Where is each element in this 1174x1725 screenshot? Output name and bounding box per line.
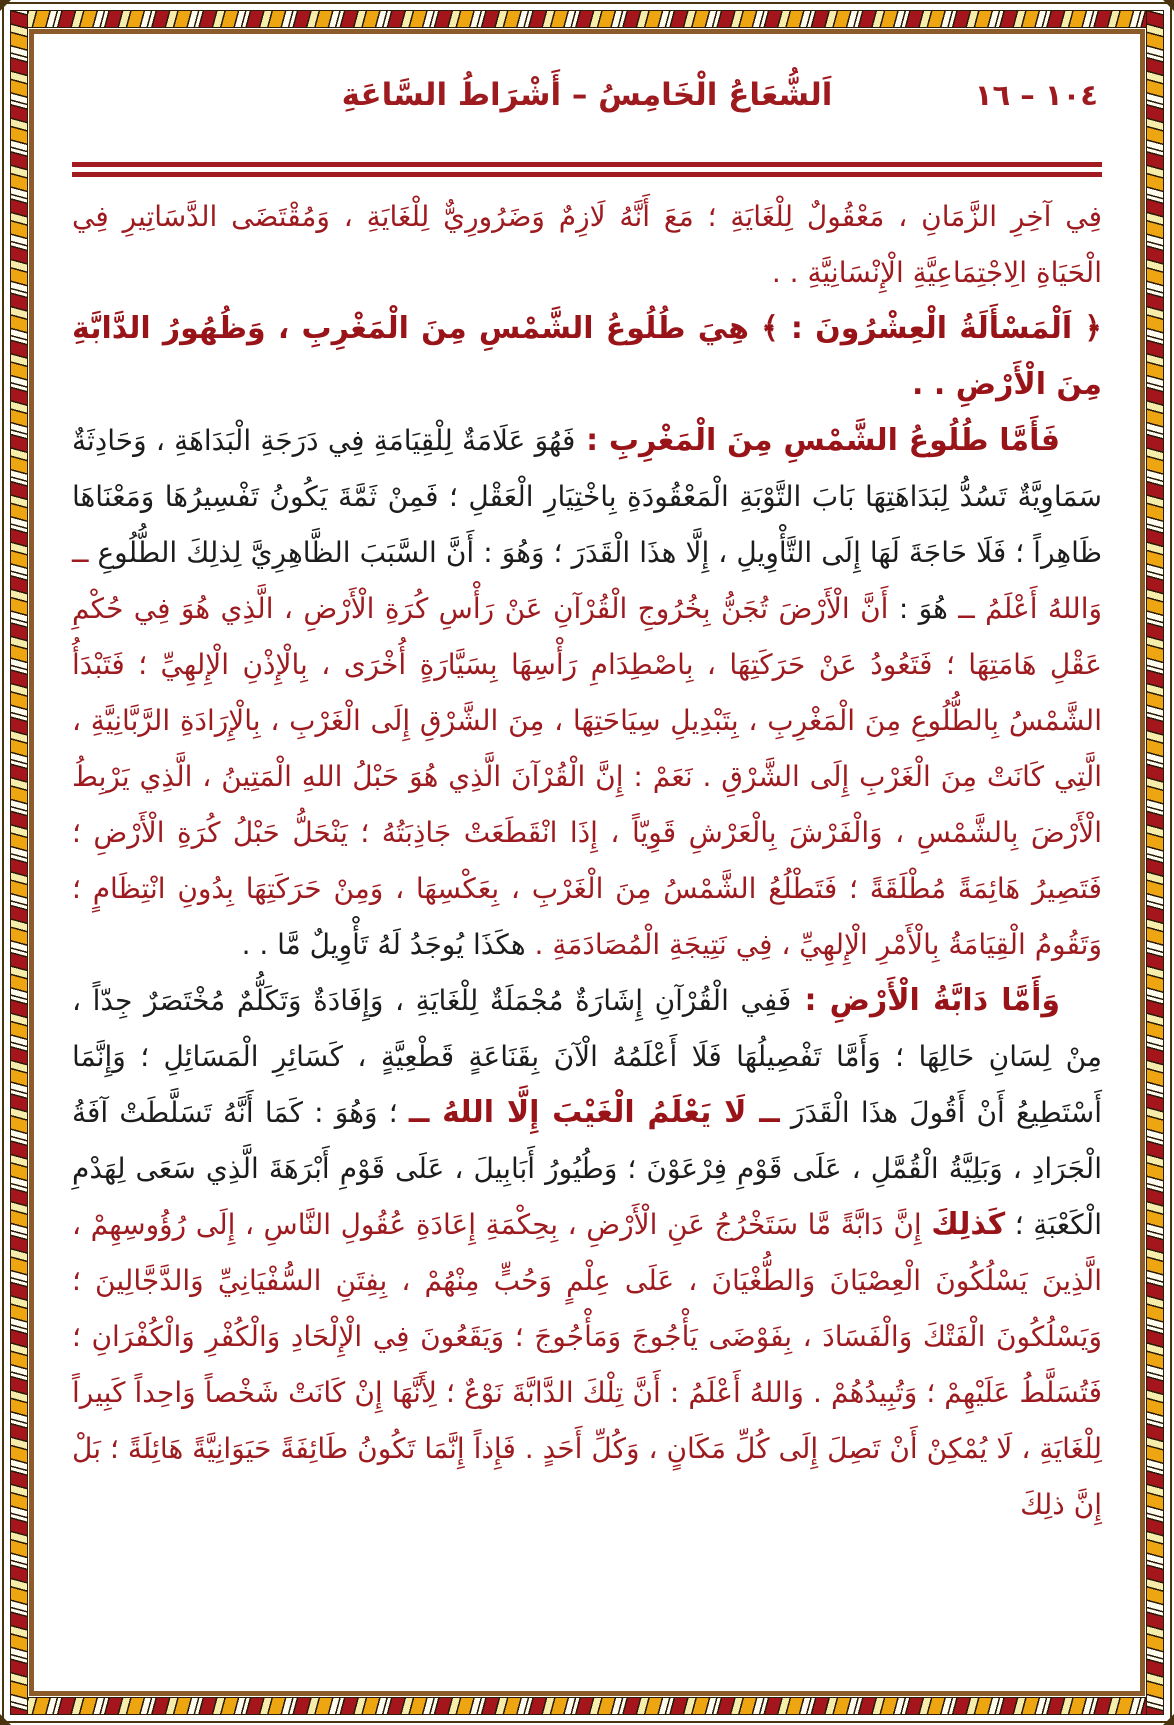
text-segment: ــ وَاللهُ أَعْلَمُ ــ [72, 536, 1103, 625]
frame-corner-ornament [0, 1714, 11, 1725]
emphasis-segment: وَأَمَّا دَابَّةُ الْأَرْضِ : [791, 983, 1061, 1018]
paragraph [72, 189, 1102, 301]
paragraph [72, 301, 1102, 413]
text-segment: أَنَّ الْأَرْضَ تُجَنُّ بِخُرُوجِ الْقُرْآنِ عَنْ رَأْسِ كُرَةِ الْأَرْضِ ، الَّذِي هُوَ فِي حُكْمِ عَقْلِ هَامَتِهَا ؛ فَتَعُودُ عَنْ حَرَكَتِهَا ، بِاصْطِدَامِ رَأْسِهَا بِسَيَّارَةٍ أُخْرَى ، بِالْإِذْنِ الْإِلهِيِّ ؛ فَتَبْدَأُ الشَّمْسُ بِالطُّلُوعِ مِنَ الْمَغْرِبِ ، بِتَبْدِيلِ سِيَاحَتِهَا ، مِنَ الشَّرْقِ إِلَى الْغَرْبِ ، بِالْإِرَادَةِ الرَّبَّانِيَّةِ ، الَّتِي كَانَتْ مِنَ الْغَرْبِ إِلَى الشَّرْقِ . نَعَمْ : إِنَّ الْقُرْآنَ الَّذِي هُوَ حَبْلُ اللهِ الْمَتِينُ ، الَّذِي يَرْبِطُ الْأَرْضَ بِالشَّمْسِ ، وَالْفَرْشَ بِالْعَرْشِ قَوِيّاً ، إِذَا انْقَطَعَتْ جَاذِبَتُهُ ؛ يَنْحَلُّ حَبْلُ كُرَةِ الْأَرْضِ ؛ فَتَصِيرُ هَائِمَةً مُطْلَقَةً ؛ فَتَطْلُعُ الشَّمْسُ مِنَ الْغَرْبِ ، بِعَكْسِهَا ، وَمِنْ حَرَكَتِهَا بِدُونِ انْتِظَامٍ ؛ وَتَقُومُ الْقِيَامَةُ بِالْأَمْرِ الْإِلهِيِّ ، فِي نَتِيجَةِ الْمُصَادَمَةِ . [72, 592, 1102, 961]
paragraph [72, 973, 1102, 1533]
text-segment: إِنَّ دَابَّةً مَّا سَتَخْرُجُ عَنِ الْأَرْضِ ، بِحِكْمَةِ إِعَادَةِ عُقُولِ النَّاسِ ، إِلَى رُؤُوسِهِمْ ، الَّذِينَ يَسْلُكُونَ الْعِصْيَانَ وَالطُّغْيَانَ ، عَلَى عِلْمٍ وَحُبٍّ مِنْهُمْ ، بِفِتَنِ السُّفْيَانِيِّ وَالدَّجَّالِينَ ؛ وَيَسْلُكُونَ الْفَتْكَ وَالْفَسَادَ ، بِفَوْضَى يَأْجُوجَ وَمَأْجُوجَ ؛ وَيَقَعُونَ فِي الْإِلْحَادِ وَالْكُفْرِ وَالْكُفْرَانِ ؛ فَتُسَلَّطُ عَلَيْهِمْ ؛ وَتُبِيدُهُمْ . وَاللهُ أَعْلَمُ : أَنَّ تِلْكَ الدَّابَّةَ نَوْعٌ ؛ لِأَنَّهَا إِنْ كَانَتْ شَخْصاً وَاحِداً كَبِيراً لِلْغَايَةِ ، لَا يُمْكِنْ أَنْ تَصِلَ إِلَى كُلِّ مَكَانٍ ، وَكُلِّ أَحَدٍ . فَإِذاً إِنَّمَا تَكُونُ طَائِفَةً حَيَوَانِيَّةً هَائِلَةً ؛ بَلْ إِنَّ ذلِكَ [72, 1208, 1102, 1521]
header-double-rule [72, 162, 1102, 177]
page-numbers: ١٠٤ – ١٦ [974, 78, 1098, 112]
text-segment: فَهُوَ عَلَامَةٌ لِلْقِيَامَةِ فِي دَرَجَةِ الْبَدَاهَةِ ، وَحَادِثَةٌ سَمَاوِيَّةٌ تَسُدُّ لِبَدَاهَتِهَا بَابَ التَّوْبَةِ الْمَعْقُودَةِ بِاخْتِيَارِ الْعَقْلِ ؛ فَمِنْ ثَمَّةَ يَكُونُ تَفْسِيرُهَا وَمَعْنَاهَا ظَاهِراً ؛ فَلَا حَاجَةَ لَهَا إِلَى التَّأْوِيلِ ، إِلَّا هذَا الْقَدَرَ ؛ وَهُوَ : أَنَّ السَّبَبَ الظَّاهِرِيَّ لِذلِكَ الطُّلُوعِ [72, 424, 1102, 569]
text-segment: هُوَ : [888, 592, 959, 625]
text-segment: فِي آخِرِ الزَّمَانِ ، مَعْقُولٌ لِلْغَايَةِ ؛ مَعَ أَنَّهُ لَازِمٌ وَضَرُورِيٌّ لِلْغَايَةِ ، وَمُقْتَضَى الدَّسَاتِيرِ فِي الْحَيَاةِ الِاجْتِمَاعِيَّةِ الْإِنْسَانِيَّةِ . . [72, 200, 1102, 289]
page-header [72, 48, 1102, 140]
emphasis-segment: ﴿ اَلْمَسْأَلَةُ الْعِشْرُونَ : ﴾ [761, 311, 1103, 346]
text-segment: فَفِي الْقُرْآنِ إِشَارَةٌ مُجْمَلَةٌ لِلْغَايَةِ ، وَإِفَادَةٌ وَتَكَلُّمٌ مُخْتَصَرٌ جِدّاً ، مِنْ لِسَانِ حَالِهَا ؛ وَأَمَّا تَفْصِيلُهَا فَلَا أَعْلَمُهُ الْآنَ بِقَنَاعَةٍ قَطْعِيَّةٍ ، كَسَائِرِ الْمَسَائِلِ ؛ وَإِنَّمَا أَسْتَطِيعُ أَنْ أَقُولَ هذَا الْقَدَرَ [72, 984, 1103, 1129]
emphasis-segment: فَأَمَّا طُلُوعُ الشَّمْسِ مِنَ الْمَغْرِبِ : [575, 423, 1060, 458]
page-content [34, 34, 1140, 1691]
article-body [72, 189, 1102, 1533]
frame-corner-ornament [0, 0, 11, 11]
frame-chain-border-top [10, 10, 1164, 28]
frame-corner-ornament [1163, 0, 1174, 11]
page-title: اَلشُّعَاعُ الْخَامِسُ – أَشْرَاطُ السَّاعَةِ [341, 77, 833, 113]
text-segment: هكَذَا يُوجَدُ لَهُ تَأْوِيلٌ مَّا . . [241, 928, 526, 961]
frame-corner-ornament [1163, 1714, 1174, 1725]
frame-chain-border-left [10, 10, 28, 1715]
emphasis-segment: ــ لَا يَعْلَمُ الْغَيْبَ إِلَّا اللهُ ــ [408, 1095, 780, 1130]
text-segment: ؛ وَهُوَ : كَمَا أَنَّهُ تَسَلَّطَتْ آفَةُ الْجَرَادِ ، وَبَلِيَّةُ الْقُمَّلِ ، عَلَى قَوْمِ فِرْعَوْنَ ؛ وَطُيُورُ أَبَابِيلَ ، عَلَى قَوْمِ أَبْرَهَةَ الَّذِي سَعَى لِهَدْمِ الْكَعْبَةِ ؛ [72, 1096, 1102, 1241]
frame-chain-border-right [1146, 10, 1164, 1715]
emphasis-segment: كَذلِكَ [931, 1207, 1006, 1242]
frame-chain-border-bottom [10, 1697, 1164, 1715]
emphasis-segment: هِيَ طُلُوعُ الشَّمْسِ مِنَ الْمَغْرِبِ ، وَظُهُورُ الدَّابَّةِ مِنَ الْأَرْضِ . . [72, 311, 1102, 402]
paragraph [72, 413, 1102, 973]
